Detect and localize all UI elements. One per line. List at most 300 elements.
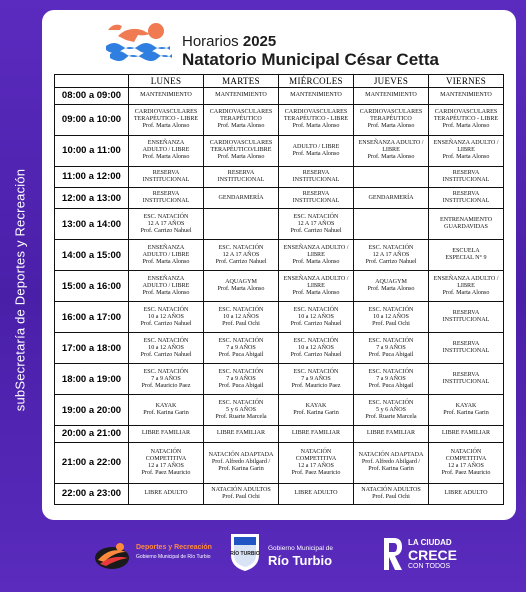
activity-line: 7 a 9 AÑOS [376, 375, 406, 382]
activity-line: KAYAK [305, 403, 327, 409]
activity-line: NATACIÓN ADULTOS [211, 486, 271, 493]
activity-line: MANTENIMIENTO [365, 92, 417, 99]
activity-line: KAYAK [455, 403, 477, 409]
activity-cell [129, 209, 204, 240]
activity-line: Prof. Mauricio Paez [291, 382, 341, 389]
activity-line: ESCUELA [452, 248, 480, 255]
activity-cell [279, 104, 354, 135]
activity-line: Prof. Puca Abigail [368, 382, 414, 389]
ciudad-line1: LA CIUDAD [408, 538, 452, 547]
time-slot: 22:00 a 23:00 [55, 483, 129, 504]
activity-line: INSTITUCIONAL [142, 198, 190, 205]
time-slot: 13:00 a 14:00 [55, 209, 129, 240]
activity-cell [354, 426, 429, 443]
activity-line: ESC. NATACIÓN [218, 399, 264, 406]
activity-line: ESC. NATACIÓN [218, 306, 264, 313]
table-row [55, 135, 504, 166]
activity-cell [279, 364, 354, 395]
r-emblem-icon [380, 534, 404, 574]
deportes-subtitle: Gobierno Municipal de Río Turbio [136, 554, 211, 560]
activity-line: Prof. Marta Alonso [292, 150, 340, 157]
activity-line: Prof. Puca Abigail [218, 351, 264, 358]
table-row [55, 88, 504, 105]
activity-line: GENDARMERÍA [218, 194, 264, 201]
time-slot: 08:00 a 09:00 [55, 88, 129, 105]
activity-line: Prof. Marta Alonso [292, 123, 340, 130]
activity-line: 12 a 17 AÑOS [298, 462, 334, 469]
activity-line: Prof. Carrizo Nahuel [140, 227, 192, 234]
activity-cell [279, 395, 354, 426]
activity-line: Prof. Puca Abigail [218, 382, 264, 389]
activity-line: 12 A 17 AÑOS [297, 220, 335, 227]
corner-cell [55, 75, 129, 88]
activity-line: Prof. Karina Garin [368, 466, 414, 473]
activity-line: NATACIÓN COMPETITIVA [145, 448, 187, 462]
schedule-table [54, 74, 504, 505]
activity-line: LIBRE FAMILIAR [441, 430, 491, 437]
activity-line: Prof. Marta Alonso [217, 123, 265, 130]
activity-line: 7 a 9 AÑOS [301, 375, 331, 382]
activity-line: CARDIOVASCULARES [359, 109, 423, 116]
activity-line: Prof. Carrizo Nahuel [140, 351, 192, 358]
activity-line: ESC. NATACIÓN [368, 337, 414, 344]
side-label [9, 170, 31, 410]
activity-line: RESERVA [452, 341, 480, 348]
activity-line: LIBRE ADULTO [444, 490, 488, 497]
activity-line: CARDIOVASCULARES [209, 140, 273, 147]
activity-line: Prof. Marta Alonso [217, 154, 265, 161]
activity-line: Prof. Carrizo Nahuel [290, 320, 342, 327]
table-row [55, 442, 504, 483]
activity-line: LIBRE FAMILIAR [366, 430, 416, 437]
table-row [55, 209, 504, 240]
activity-cell [204, 88, 279, 105]
activity-line: AQUAGYM [375, 279, 407, 286]
activity-line: RESERVA [452, 310, 480, 317]
table-row [55, 187, 504, 208]
ciudad-logo [380, 534, 500, 580]
activity-line: Prof. Karina Garin [443, 410, 489, 416]
activity-cell [354, 209, 429, 240]
activity-line: MANTENIMIENTO [215, 92, 267, 99]
activity-line: ESC. NATACIÓN [368, 399, 414, 406]
activity-cell [279, 426, 354, 443]
day-header: JUEVES [354, 75, 429, 88]
activity-line: 12 a 17 AÑOS [448, 462, 484, 469]
activity-line: INSTITUCIONAL [442, 317, 490, 324]
activity-line: ENSEÑANZA ADULTO / [433, 275, 499, 282]
activity-line: 10 a 12 AÑOS [298, 344, 334, 351]
activity-line: ENSEÑANZA ADULTO / [433, 140, 499, 147]
activity-cell [354, 88, 429, 105]
activity-line: LIBRE FAMILIAR [141, 430, 191, 437]
day-header: VIERNES [429, 75, 504, 88]
time-slot: 14:00 a 15:00 [55, 240, 129, 271]
activity-line: NATACIÓN COMPETITIVA [295, 448, 337, 462]
activity-line: Prof. Marta Alonso [442, 289, 490, 296]
activity-line: ESC. NATACIÓN [218, 337, 264, 344]
activity-cell [429, 240, 504, 271]
activity-cell [429, 166, 504, 187]
activity-line: TERAPÉUTICO [370, 116, 412, 123]
activity-cell [204, 483, 279, 504]
activity-line: ESC. NATACIÓN [143, 337, 189, 344]
activity-line: ENSEÑANZA ADULTO / [358, 140, 424, 147]
activity-line: ESC. NATACIÓN [143, 306, 189, 313]
time-slot: 15:00 a 16:00 [55, 271, 129, 302]
table-row [55, 364, 504, 395]
activity-line: ESC. NATACIÓN [143, 213, 189, 220]
activity-line: KAYAK [155, 403, 177, 409]
activity-cell [429, 364, 504, 395]
activity-line: RESERVA [152, 191, 180, 198]
table-row [55, 426, 504, 443]
activity-cell [429, 104, 504, 135]
activity-cell [354, 302, 429, 333]
activity-line: 12 A 17 AÑOS [222, 251, 260, 258]
time-slot: 16:00 a 17:00 [55, 302, 129, 333]
activity-line: Prof. Marta Alonso [142, 258, 190, 265]
table-row [55, 240, 504, 271]
table-row [55, 104, 504, 135]
activity-line: ESC. NATACIÓN [368, 306, 414, 313]
activity-line: TERAPÉUTICO - LIBRE [433, 116, 499, 123]
activity-line: Prof. Marta Alonso [442, 154, 490, 161]
activity-line: TERAPÉUTICO - LIBRE [133, 116, 199, 123]
activity-cell [429, 187, 504, 208]
activity-cell [279, 187, 354, 208]
activity-cell [279, 483, 354, 504]
activity-line: 10 a 12 AÑOS [148, 313, 184, 320]
activity-cell [129, 88, 204, 105]
activity-cell [354, 240, 429, 271]
activity-line: Prof. Ruarte Marcela [365, 413, 417, 420]
activity-line: NATACIÓN ADAPTADA [208, 452, 274, 459]
activity-line: ESC. NATACIÓN [368, 244, 414, 251]
activity-cell [204, 426, 279, 443]
activity-cell [129, 166, 204, 187]
activity-line: Prof. Carrizo Nahuel [140, 320, 192, 327]
activity-line: INSTITUCIONAL [442, 198, 490, 205]
activity-line: Prof. Karina Garin [218, 466, 264, 473]
activity-line: ENSEÑANZA [147, 140, 185, 147]
activity-cell [204, 442, 279, 483]
activity-line: 12 A 17 AÑOS [372, 251, 410, 258]
activity-line: 7 a 9 AÑOS [151, 375, 181, 382]
activity-line: Prof. Puca Abigail [368, 351, 414, 358]
activity-line: 5 y 6 AÑOS [376, 406, 406, 413]
activity-cell [354, 135, 429, 166]
activity-line: ESC. NATACIÓN [293, 213, 339, 220]
time-slot: 10:00 a 11:00 [55, 135, 129, 166]
activity-line: TERAPÉUTICO [220, 116, 262, 123]
activity-line: 10 a 12 AÑOS [223, 313, 259, 320]
activity-cell [204, 187, 279, 208]
time-slot: 19:00 a 20:00 [55, 395, 129, 426]
activity-line: INSTITUCIONAL [292, 198, 340, 205]
activity-cell [429, 271, 504, 302]
activity-line: Prof. Mauricio Paez [141, 382, 191, 389]
activity-line: Prof. Marta Alonso [217, 286, 265, 293]
activity-line: 10 a 12 AÑOS [298, 313, 334, 320]
activity-line: ESC. NATACIÓN [293, 337, 339, 344]
side-label-text: subSecretaría de Deportes y Recreación [12, 168, 28, 412]
day-header: MARTES [204, 75, 279, 88]
activity-line: MANTENIMIENTO [140, 92, 192, 99]
activity-line: AQUAGYM [225, 279, 257, 286]
activity-cell [204, 395, 279, 426]
activity-cell [354, 166, 429, 187]
activity-cell [129, 240, 204, 271]
activity-line: GENDARMERÍA [368, 194, 414, 201]
activity-cell [129, 187, 204, 208]
activity-line: Prof. Alfredo Abilgard / [211, 459, 271, 466]
activity-line: RESERVA [452, 191, 480, 198]
activity-line: LIBRE ADULTO [294, 490, 338, 497]
activity-line: ESC. NATACIÓN [293, 306, 339, 313]
activity-cell [279, 135, 354, 166]
activity-line: Prof. Marta Alonso [142, 154, 190, 161]
activity-line: CARDIOVASCULARES [284, 109, 348, 116]
activity-line: INSTITUCIONAL [442, 379, 490, 386]
deportes-emblem-icon [92, 538, 132, 572]
activity-line: Prof. Carrizo Nahuel [365, 258, 417, 265]
activity-line: RESERVA [302, 191, 330, 198]
activity-cell [354, 187, 429, 208]
activity-line: Prof. Carrizo Nahuel [290, 227, 342, 234]
header-row [55, 75, 504, 88]
time-slot: 12:00 a 13:00 [55, 187, 129, 208]
activity-line: Prof. Carrizo Nahuel [290, 351, 342, 358]
activity-cell [129, 271, 204, 302]
activity-cell [429, 426, 504, 443]
activity-cell [354, 395, 429, 426]
activity-cell [279, 442, 354, 483]
activity-line: Prof. Paul Ochi [222, 493, 260, 500]
activity-cell [204, 135, 279, 166]
activity-cell [429, 135, 504, 166]
schedule-table-wrap [54, 74, 504, 505]
day-header: MIÉRCOLES [279, 75, 354, 88]
activity-line: ESC. NATACIÓN [368, 368, 414, 375]
activity-cell [354, 483, 429, 504]
activity-cell [279, 88, 354, 105]
activity-line: ADULTO / LIBRE [142, 282, 190, 289]
activity-cell [129, 483, 204, 504]
activity-line: TERAPÉUTICO - LIBRE [283, 116, 349, 123]
activity-line: Prof. Paul Ochi [222, 320, 260, 327]
activity-cell [129, 333, 204, 364]
activity-line: Prof. Paez Mauricio [441, 469, 491, 476]
activity-cell [129, 302, 204, 333]
time-slot: 21:00 a 22:00 [55, 442, 129, 483]
activity-line: ENSEÑANZA ADULTO / [283, 275, 349, 282]
activity-line: 12 A 17 AÑOS [147, 220, 185, 227]
gobierno-big: Río Turbio [268, 553, 333, 568]
activity-line: INSTITUCIONAL [442, 348, 490, 355]
time-slot: 20:00 a 21:00 [55, 426, 129, 443]
activity-line: RESERVA [302, 169, 330, 176]
activity-line: Prof. Karina Garin [143, 410, 189, 416]
activity-line: CARDIOVASCULARES [134, 109, 198, 116]
activity-line: LIBRE [382, 147, 400, 154]
activity-line: ENSEÑANZA [147, 275, 185, 282]
activity-cell [354, 442, 429, 483]
activity-cell [129, 135, 204, 166]
activity-cell [429, 88, 504, 105]
activity-line: Prof. Marta Alonso [367, 286, 415, 293]
time-slot: 17:00 a 18:00 [55, 333, 129, 364]
activity-line: Prof. Marta Alonso [292, 289, 340, 296]
activity-cell [354, 271, 429, 302]
activity-cell [279, 333, 354, 364]
activity-line: Prof. Paez Mauricio [141, 469, 191, 476]
activity-cell [354, 364, 429, 395]
ciudad-line3: CON TODOS [408, 563, 451, 570]
activity-cell [279, 166, 354, 187]
activity-cell [204, 166, 279, 187]
activity-cell [129, 395, 204, 426]
activity-cell [429, 442, 504, 483]
activity-line: ADULTO / LIBRE [292, 143, 340, 150]
activity-cell [429, 333, 504, 364]
activity-line: INSTITUCIONAL [442, 176, 490, 183]
activity-cell [279, 302, 354, 333]
activity-line: NATACIÓN ADULTOS [361, 486, 421, 493]
day-header: LUNES [129, 75, 204, 88]
activity-line: Prof. Alfredo Abilgard / [361, 459, 421, 466]
deportes-logo [92, 538, 212, 574]
activity-line: INSTITUCIONAL [292, 176, 340, 183]
activity-line: LIBRE [307, 251, 325, 258]
activity-line: Prof. Paez Mauricio [291, 469, 341, 476]
shield-text: RÍO TURBIO [230, 551, 260, 557]
page-title: Natatorio Municipal César Cetta [182, 50, 439, 69]
activity-cell [129, 364, 204, 395]
activity-line: NATACIÓN COMPETITIVA [445, 448, 487, 462]
activity-line: Prof. Carrizo Nahuel [215, 258, 267, 265]
activity-line: LIBRE [457, 147, 475, 154]
activity-line: Prof. Marta Alonso [367, 154, 415, 161]
activity-line: CARDIOVASCULARES [434, 109, 498, 116]
activity-line: LIBRE FAMILIAR [291, 430, 341, 437]
activity-line: Prof. Marta Alonso [367, 123, 415, 130]
activity-line: RESERVA [452, 169, 480, 176]
table-row [55, 333, 504, 364]
activity-line: ESC. NATACIÓN [218, 244, 264, 251]
activity-line: MANTENIMIENTO [440, 92, 492, 99]
activity-cell [204, 271, 279, 302]
activity-cell [204, 333, 279, 364]
activity-line: Prof. Karina Garin [293, 410, 339, 416]
activity-line: CARDIOVASCULARES [209, 109, 273, 116]
activity-line: RESERVA [452, 372, 480, 379]
swimmer-logo-icon [104, 16, 174, 62]
title-line [182, 33, 276, 50]
activity-line: Prof. Marta Alonso [142, 123, 190, 130]
activity-cell [354, 104, 429, 135]
activity-line: ADULTO / LIBRE [142, 251, 190, 258]
activity-line: LIBRE [307, 282, 325, 289]
activity-line: ESC. NATACIÓN [293, 368, 339, 375]
table-row [55, 395, 504, 426]
activity-cell [279, 209, 354, 240]
activity-line: LIBRE [457, 282, 475, 289]
gobierno-small: Gobierno Municipal de [268, 545, 334, 552]
title-year: 2025 [242, 33, 277, 50]
activity-cell [429, 483, 504, 504]
table-row [55, 271, 504, 302]
activity-cell [429, 302, 504, 333]
time-slot: 09:00 a 10:00 [55, 104, 129, 135]
activity-line: Prof. Paul Ochi [372, 320, 410, 327]
activity-cell [354, 333, 429, 364]
activity-line: ENSEÑANZA [147, 244, 185, 251]
activity-cell [129, 104, 204, 135]
activity-line: Prof. Marta Alonso [142, 289, 190, 296]
gobierno-logo [228, 531, 348, 577]
activity-line: Prof. Paul Ochi [372, 493, 410, 500]
activity-cell [129, 426, 204, 443]
activity-line: 10 a 12 AÑOS [148, 344, 184, 351]
activity-line: ESPECIAL N° 9 [445, 255, 487, 262]
deportes-title: Deportes y Recreación [136, 544, 212, 551]
activity-cell [429, 209, 504, 240]
activity-line: Prof. Marta Alonso [292, 258, 340, 265]
ciudad-line2: CRECE [408, 547, 458, 563]
activity-line: ESC. NATACIÓN [143, 368, 189, 375]
activity-line: LIBRE ADULTO [144, 490, 188, 497]
activity-line: Prof. Ruarte Marcela [215, 413, 267, 420]
activity-line: TERAPÉUTICO/LIBRE [210, 147, 272, 154]
activity-line: 12 a 17 AÑOS [148, 462, 184, 469]
activity-cell [204, 240, 279, 271]
schedule-body [55, 88, 504, 505]
activity-line: NATACIÓN ADAPTADA [358, 452, 424, 459]
activity-cell [204, 302, 279, 333]
activity-cell [279, 271, 354, 302]
table-row [55, 302, 504, 333]
activity-line: MANTENIMIENTO [290, 92, 342, 99]
activity-line: INSTITUCIONAL [142, 176, 190, 183]
activity-line: ENTRENAMIENTO [439, 217, 493, 224]
activity-line: 7 a 9 AÑOS [226, 344, 256, 351]
activity-cell [204, 364, 279, 395]
activity-line: Prof. Marta Alonso [442, 123, 490, 130]
activity-line: RESERVA [152, 169, 180, 176]
time-slot: 11:00 a 12:00 [55, 166, 129, 187]
activity-line: RESERVA [227, 169, 255, 176]
activity-line: INSTITUCIONAL [217, 176, 265, 183]
activity-line: 10 a 12 AÑOS [373, 313, 409, 320]
activity-line: 5 y 6 AÑOS [226, 406, 256, 413]
activity-cell [279, 240, 354, 271]
shield-icon [228, 531, 262, 573]
activity-cell [204, 209, 279, 240]
activity-cell [129, 442, 204, 483]
title-prefix: Horarios [182, 33, 239, 50]
time-slot: 18:00 a 19:00 [55, 364, 129, 395]
activity-line: GUARDAVIDAS [444, 224, 488, 231]
activity-line: ADULTO / LIBRE [142, 147, 190, 154]
activity-cell [204, 104, 279, 135]
table-row [55, 483, 504, 504]
activity-line: ESC. NATACIÓN [218, 368, 264, 375]
activity-line: LIBRE FAMILIAR [216, 430, 266, 437]
table-row [55, 166, 504, 187]
activity-line: 7 a 9 AÑOS [226, 375, 256, 382]
activity-line: ENSEÑANZA ADULTO / [283, 244, 349, 251]
